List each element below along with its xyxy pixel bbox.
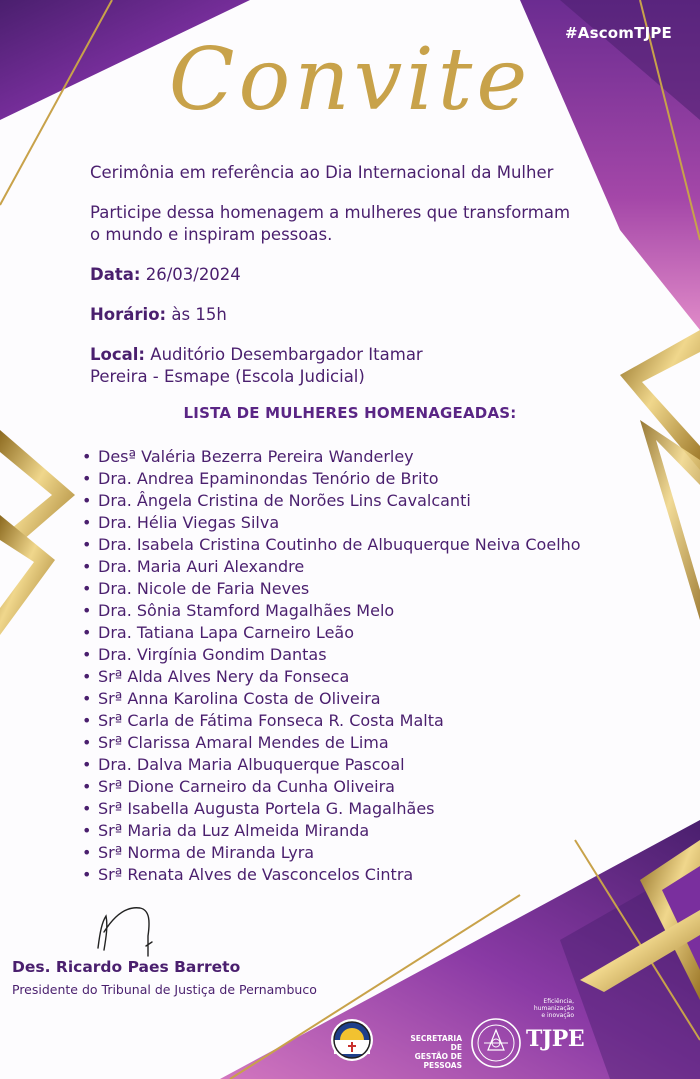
signer-title: Presidente do Tribunal de Justiça de Pernambuco — [12, 982, 317, 997]
time-label: Horário: — [90, 305, 167, 324]
tjpe-tagline-2: e inovação — [541, 1012, 574, 1019]
tjpe-crest-icon — [470, 1016, 522, 1070]
hashtag-label: #AscomTJPE — [565, 24, 672, 42]
list-item: • Srª Clarissa Amaral Mendes de Lima — [80, 732, 581, 754]
list-item: • Srª Alda Alves Nery da Fonseca — [80, 666, 581, 688]
page-title: Convite — [168, 30, 532, 130]
date-value: 26/03/2024 — [145, 265, 241, 284]
pe-flag-seal-icon — [330, 1018, 374, 1062]
signer-name: Des. Ricardo Paes Barreto — [12, 958, 241, 976]
list-item: • Dra. Tatiana Lapa Carneiro Leão — [80, 622, 581, 644]
location-row — [90, 344, 650, 388]
list-item: • Dra. Nicole de Faria Neves — [80, 578, 581, 600]
intro-text: Cerimônia em referência ao Dia Internacional da Mulher — [90, 163, 554, 182]
sgp-line-2: GESTÃO DE PESSOAS — [414, 1052, 462, 1070]
list-item: • Dra. Maria Auri Alexandre — [80, 556, 581, 578]
tjpe-tagline — [506, 998, 574, 1019]
list-item: • Dra. Sônia Stamford Magalhães Melo — [80, 600, 581, 622]
location-label: Local: — [90, 345, 146, 364]
invite-line-1: Participe dessa homenagem a mulheres que transformam — [90, 203, 571, 222]
location-line-2: Pereira - Esmape (Escola Judicial) — [90, 367, 365, 386]
list-item: • Srª Anna Karolina Costa de Oliveira — [80, 688, 581, 710]
invitation-details — [90, 162, 650, 388]
list-item: • Dra. Virgínia Gondim Dantas — [80, 644, 581, 666]
date-label: Data: — [90, 265, 141, 284]
list-item: • Dra. Ângela Cristina de Norões Lins Cavalcanti — [80, 490, 581, 512]
honorees-title: LISTA DE MULHERES HOMENAGEADAS: — [183, 404, 517, 422]
list-item: • Dra. Dalva Maria Albuquerque Pascoal — [80, 754, 581, 776]
list-item: • Dra. Isabela Cristina Coutinho de Albuquerque Neiva Coelho — [80, 534, 581, 556]
date-row — [90, 264, 650, 286]
tjpe-logo-text: TJPE — [526, 1026, 585, 1052]
time-value: às 15h — [171, 305, 227, 324]
list-item: • Dra. Hélia Viegas Silva — [80, 512, 581, 534]
list-item: • Srª Carla de Fátima Fonseca R. Costa Malta — [80, 710, 581, 732]
list-item: • Srª Renata Alves de Vasconcelos Cintra — [80, 864, 581, 886]
location-line-1: Auditório Desembargador Itamar — [150, 345, 423, 364]
honorees-list — [80, 446, 581, 886]
list-item: • Dra. Andrea Epaminondas Tenório de Brito — [80, 468, 581, 490]
tjpe-tagline-1: Eficiência, humanização — [533, 998, 574, 1012]
list-item: • Srª Isabella Augusta Portela G. Magalhães — [80, 798, 581, 820]
sgp-logo-text — [398, 1034, 462, 1070]
time-row — [90, 304, 650, 326]
list-item: • Srª Dione Carneiro da Cunha Oliveira — [80, 776, 581, 798]
footer-logos — [330, 996, 690, 1076]
invite-line-2: o mundo e inspiram pessoas. — [90, 225, 333, 244]
sgp-line-1: SECRETARIA DE — [410, 1034, 462, 1052]
list-item: • Desª Valéria Bezerra Pereira Wanderley — [80, 446, 581, 468]
list-item: • Srª Maria da Luz Almeida Miranda — [80, 820, 581, 842]
invite-text — [90, 202, 650, 246]
list-item: • Srª Norma de Miranda Lyra — [80, 842, 581, 864]
signature-icon — [92, 902, 162, 958]
